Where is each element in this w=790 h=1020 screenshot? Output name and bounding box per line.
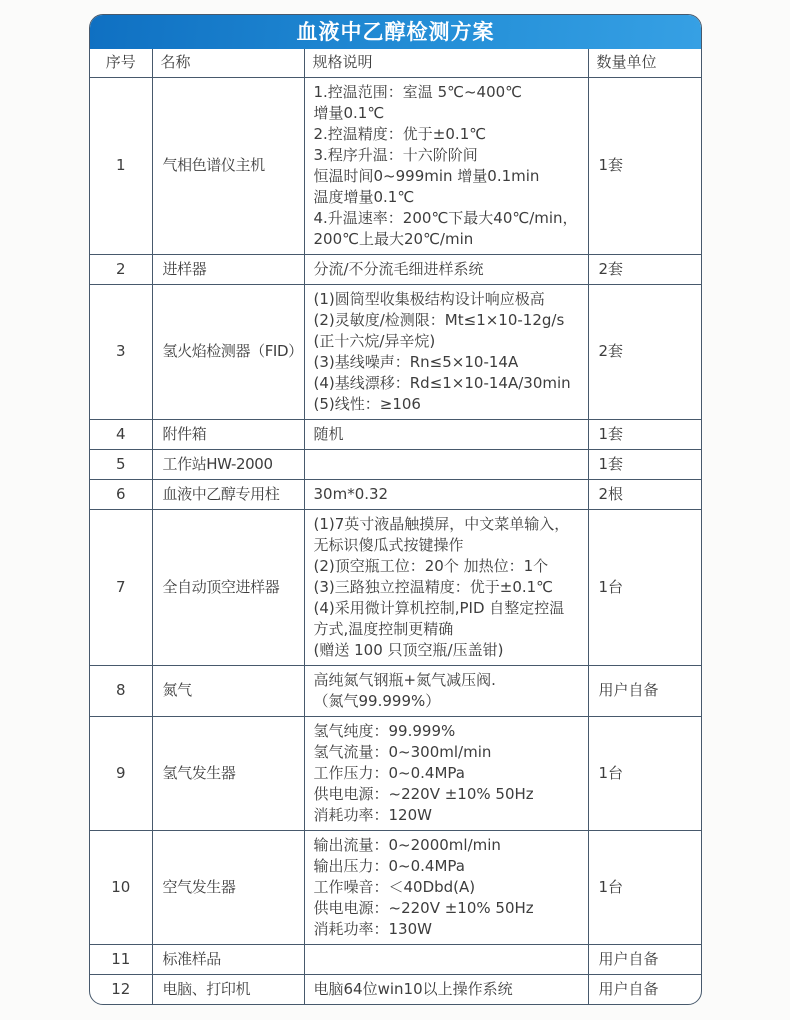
spec-line: 供电电源：~220V ±10% 50Hz <box>313 898 534 917</box>
item-qty-cell: 1台 <box>588 509 702 665</box>
item-spec-cell <box>304 716 588 830</box>
row-number-cell: 1 <box>90 77 152 254</box>
column-header-spec: 规格说明 <box>304 49 588 77</box>
item-name-cell: 气相色谱仪主机 <box>152 77 304 254</box>
item-spec-cell <box>304 944 588 974</box>
spec-card <box>89 14 702 1005</box>
row-number-cell: 6 <box>90 479 152 509</box>
item-spec-cell <box>304 830 588 944</box>
row-number-cell: 9 <box>90 716 152 830</box>
item-spec-cell <box>304 254 588 284</box>
spec-line: 30m*0.32 <box>313 484 389 503</box>
item-spec-cell <box>304 449 588 479</box>
spec-line: 氢气纯度：99.999% <box>313 721 456 740</box>
item-qty-cell: 1套 <box>588 77 702 254</box>
spec-line: 输出流量：0~2000ml/min <box>313 835 501 854</box>
spec-line: 无标识傻瓜式按键操作 <box>313 535 464 554</box>
item-qty-cell: 2套 <box>588 284 702 419</box>
spec-line: 温度增量0.1℃ <box>313 187 415 206</box>
item-name-cell: 氮气 <box>152 665 304 716</box>
spec-line: (正十六烷/异辛烷) <box>313 331 436 350</box>
row-number-cell: 2 <box>90 254 152 284</box>
spec-line: (4)基线漂移：Rd≤1×10-14A/30min <box>313 373 571 392</box>
spec-line: 4.升温速率：200℃下最大40℃/min， <box>313 208 578 227</box>
row-number-cell: 5 <box>90 449 152 479</box>
spec-line: 消耗功率：120W <box>313 805 432 824</box>
spec-line: (1)圆筒型收集极结构设计响应极高 <box>313 289 545 308</box>
item-spec-cell <box>304 974 588 1004</box>
spec-line: (2)灵敏度/检测限：Mt≤1×10-12g/s <box>313 310 565 329</box>
row-number-cell: 8 <box>90 665 152 716</box>
item-spec-cell <box>304 665 588 716</box>
spec-line: 恒温时间0~999min 增量0.1min <box>313 166 540 185</box>
spec-line: (3)基线噪声：Rn≤5×10-14A <box>313 352 519 371</box>
spec-line: 输出压力：0~0.4MPa <box>313 856 465 875</box>
table-row <box>90 479 702 509</box>
spec-line: 增量0.1℃ <box>313 103 385 122</box>
table-header-row <box>90 49 702 77</box>
spec-line: 3.程序升温：十六阶阶间 <box>313 145 478 164</box>
item-name-cell: 电脑、打印机 <box>152 974 304 1004</box>
item-name-cell: 氢火焰检测器（FID） <box>152 284 304 419</box>
item-qty-cell: 1套 <box>588 419 702 449</box>
item-qty-cell: 1台 <box>588 830 702 944</box>
item-qty-cell: 2根 <box>588 479 702 509</box>
item-qty-cell: 1套 <box>588 449 702 479</box>
item-name-cell: 血液中乙醇专用柱 <box>152 479 304 509</box>
table-row <box>90 665 702 716</box>
row-number-cell: 4 <box>90 419 152 449</box>
spec-line: 工作压力：0~0.4MPa <box>313 763 465 782</box>
table-row <box>90 509 702 665</box>
table-row <box>90 284 702 419</box>
item-spec-cell <box>304 419 588 449</box>
spec-line: 氢气流量：0~300ml/min <box>313 742 492 761</box>
spec-line: 分流/不分流毛细进样系统 <box>313 259 484 278</box>
row-number-cell: 7 <box>90 509 152 665</box>
row-number-cell: 3 <box>90 284 152 419</box>
spec-line: 供电电源：~220V ±10% 50Hz <box>313 784 534 803</box>
spec-line: (2)顶空瓶工位：20个 加热位：1个 <box>313 556 549 575</box>
item-name-cell: 标准样品 <box>152 944 304 974</box>
table-row <box>90 974 702 1004</box>
spec-line: 方式,温度控制更精确 <box>313 619 454 638</box>
table-row <box>90 449 702 479</box>
item-spec-cell <box>304 77 588 254</box>
item-qty-cell: 用户自备 <box>588 665 702 716</box>
item-spec-cell <box>304 479 588 509</box>
row-number-cell: 12 <box>90 974 152 1004</box>
row-number-cell: 11 <box>90 944 152 974</box>
spec-line: (4)采用微计算机控制,PID 自整定控温 <box>313 598 565 617</box>
item-name-cell: 氢气发生器 <box>152 716 304 830</box>
column-header-no: 序号 <box>90 49 152 77</box>
spec-line: 电脑64位win10以上操作系统 <box>313 979 513 998</box>
item-name-cell: 全自动顶空进样器 <box>152 509 304 665</box>
spec-line: 工作噪音：＜40Dbd(A) <box>313 877 476 896</box>
item-spec-cell <box>304 509 588 665</box>
row-number-cell: 10 <box>90 830 152 944</box>
spec-line: （氮气99.999%） <box>313 691 441 710</box>
spec-line: 高纯氮气钢瓶+氮气减压阀. <box>313 670 496 689</box>
item-name-cell: 空气发生器 <box>152 830 304 944</box>
column-header-name: 名称 <box>152 49 304 77</box>
item-name-cell: 进样器 <box>152 254 304 284</box>
table-row <box>90 944 702 974</box>
spec-line: 随机 <box>313 424 344 443</box>
item-qty-cell: 用户自备 <box>588 974 702 1004</box>
table-row <box>90 419 702 449</box>
spec-line: (赠送 100 只顶空瓶/压盖钳) <box>313 640 504 659</box>
table-body <box>90 77 702 1004</box>
spec-line: (1)7英寸液晶触摸屏，中文菜单输入， <box>313 514 570 533</box>
table-row <box>90 716 702 830</box>
column-header-qty: 数量单位 <box>588 49 702 77</box>
item-name-cell: 附件箱 <box>152 419 304 449</box>
spec-line: 1.控温范围：室温 5℃~400℃ <box>313 82 523 101</box>
spec-line: 2.控温精度：优于±0.1℃ <box>313 124 487 143</box>
spec-line: (5)线性：≥106 <box>313 394 421 413</box>
table-row <box>90 254 702 284</box>
table-row <box>90 830 702 944</box>
item-qty-cell: 1台 <box>588 716 702 830</box>
item-spec-cell <box>304 284 588 419</box>
page-title: 血液中乙醇检测方案 <box>296 20 495 44</box>
item-qty-cell: 用户自备 <box>588 944 702 974</box>
item-qty-cell: 2套 <box>588 254 702 284</box>
title-band <box>90 15 701 49</box>
item-name-cell: 工作站HW-2000 <box>152 449 304 479</box>
spec-line: 消耗功率：130W <box>313 919 432 938</box>
spec-table <box>90 49 702 1004</box>
table-row <box>90 77 702 254</box>
spec-line: 200℃上最大20℃/min <box>313 229 474 248</box>
spec-line: (3)三路独立控温精度：优于±0.1℃ <box>313 577 554 596</box>
